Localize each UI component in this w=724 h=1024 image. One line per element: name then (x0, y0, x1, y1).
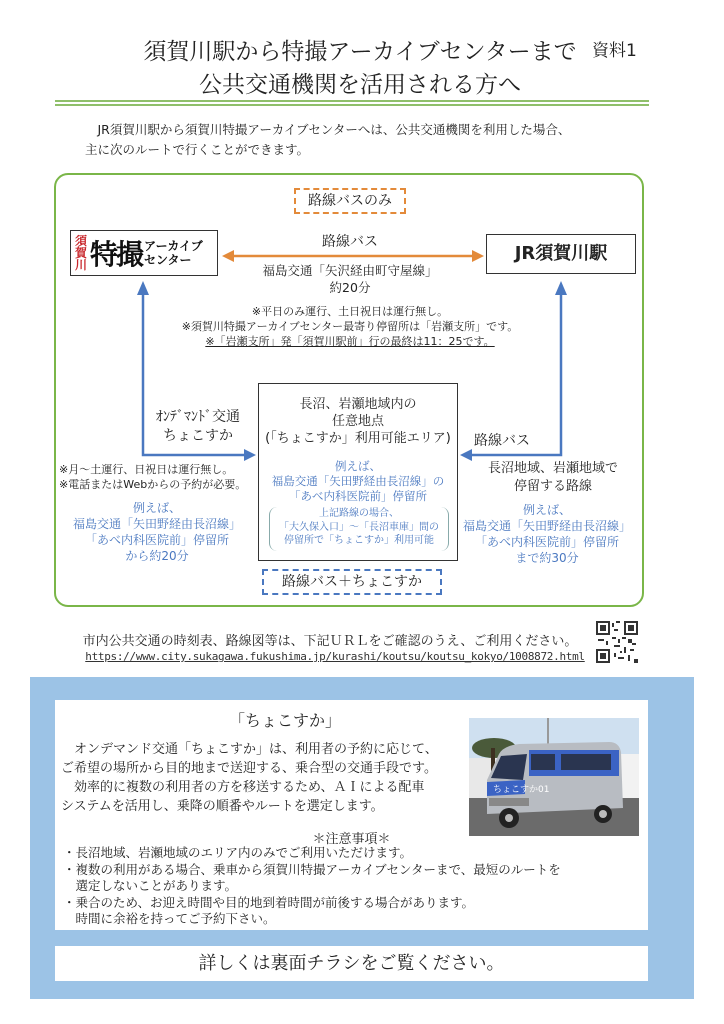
ondemand-example-line-2: 福島交通「矢田野経由長沼線」 (72, 517, 241, 531)
note-1: ※平日のみ運行、土日祝日は運行無し。 (251, 305, 449, 318)
note-2: ※須賀川特撮アーカイブセンター最寄り停留所は「岩瀬支所」です。 (181, 320, 519, 333)
ondemand-example-line-3: 「あべ内科医院前」停留所 (84, 533, 229, 547)
right-example-line-1: 例えば、 (522, 503, 571, 517)
jr-sukagawa-station-box: JR須賀川駅 (486, 234, 636, 274)
svg-text:ちょこすか01: ちょこすか01 (493, 785, 550, 795)
top-route-line-name: 福島交通「矢沢経由町守屋線」 (262, 263, 438, 278)
bus-plus-chokosuka-tag: 路線バス＋ちょこすか (262, 569, 442, 595)
logo-red-text: 須賀川 (74, 234, 87, 272)
title-line-1: 須賀川駅から特撮アーカイブセンターまで (143, 39, 577, 65)
ondemand-example-line-4: から約20分 (125, 549, 189, 563)
ondemand-notes (59, 462, 259, 492)
pickup-title-line-2: 任意地点 (331, 414, 384, 429)
pickup-title-line-3: (「ちょこすか」利用可能エリア) (265, 431, 451, 446)
bus-only-tag: 路線バスのみ (294, 188, 406, 214)
intro-line-1: JR須賀川駅から須賀川特撮アーカイブセンターへは、公共交通機関を利用した場合、 (85, 122, 571, 137)
top-route-label: 路線バス (322, 234, 378, 250)
timetable-url-link[interactable]: https://www.city.sukagawa.fukushima.jp/kurashi/koutsu/koutsu_kokyo/1008872.html (85, 650, 585, 663)
caution-item: 選定しないことがあります。 (63, 878, 238, 893)
right-route-desc (468, 460, 638, 496)
caution-item: 時間に余裕を持ってご予約下さい。 (63, 911, 276, 926)
timetable-notice: 市内公共交通の時刻表、路線図等は、下記ＵＲＬをご確認のうえ、ご利用ください。 (82, 634, 578, 649)
bracket-line-3: 停留所で「ちょこすか」利用可能 (284, 535, 434, 546)
pickup-area-box (258, 383, 458, 561)
pickup-example (259, 459, 457, 504)
chokosuka-description (61, 740, 481, 816)
right-route-example (452, 502, 642, 566)
pickup-area-title (259, 396, 457, 447)
right-example-line-4: まで約30分 (515, 551, 579, 565)
logo-small-line-1: アーカイブ (144, 239, 203, 253)
caution-item: ・複数の利用がある場合、乗車から須賀川特撮アーカイブセンターまで、最短のルートを (63, 861, 561, 877)
chokosuka-info-card (55, 700, 648, 930)
caution-list (63, 845, 643, 928)
chokosuka-bus-photo (469, 718, 639, 836)
right-example-line-3: 「あべ内科医院前」停留所 (474, 535, 619, 549)
desc-line-1: オンデマンド交通「ちょこすか」は、利用者の予約に応じて、 (61, 742, 438, 757)
pickup-title-line-1: 長沼、岩瀬地域内の (299, 397, 417, 412)
ondemand-label-line-1: ｵﾝﾃﾞﾏﾝﾄﾞ交通 (156, 409, 240, 425)
qr-code-icon[interactable] (596, 620, 638, 664)
ondemand-note-2: ※電話またはWebからの予約が必要。 (59, 478, 247, 491)
desc-line-2: ご希望の場所から目的地まで送迎する、乗合型の交通手段です。 (61, 761, 437, 776)
ondemand-example-line-1: 例えば、 (132, 501, 181, 515)
intro-line-2: 主に次のルートで行くことができます。 (85, 142, 310, 157)
desc-line-3: 効率的に複数の利用者の方を移送するため、ＡＩによる配車 (61, 780, 425, 795)
bracket-line-1: 上記路線の場合、 (319, 508, 399, 519)
chokosuka-title: 「ちょこすか」 (228, 711, 341, 730)
right-example-line-2: 福島交通「矢田野経由長沼線」 (462, 519, 631, 533)
caution-heading: ＊注意事項＊ (312, 832, 391, 847)
ondemand-note-1: ※月～土運行、日祝日は運行無し。 (59, 463, 234, 476)
note-3: ※「岩瀬支所」発「須賀川駅前」行の最終は11：25です。 (205, 335, 495, 348)
title-line-2: 公共交通機関を活用される方へ (199, 72, 521, 98)
pickup-example-line-1: 例えば、 (335, 459, 381, 473)
caution-item: ・長沼地域、岩瀬地域のエリア内のみでご利用いただけます。 (63, 845, 413, 860)
pickup-example-line-2: 福島交通「矢田野経由長沼線」の (271, 474, 445, 488)
top-route-duration: 約20分 (329, 280, 371, 295)
right-desc-line-2: 停留する路線 (513, 479, 592, 494)
pickup-example-line-3: 「あべ内科医院前」停留所 (289, 489, 427, 503)
see-back-flyer-banner: 詳しくは裏面チラシをご覧ください。 (55, 946, 648, 981)
ondemand-route-label (148, 408, 248, 446)
caution-item: ・乗合のため、お迎え時間や目的地到着時間が前後する場合があります。 (63, 894, 475, 910)
bracket-line-2: 「大久保入口」～「長沼車庫」間の (279, 521, 439, 533)
pickup-bracket-note (269, 507, 449, 551)
logo-small-line-2: センター (144, 253, 192, 267)
document-label: 資料1 (592, 41, 637, 61)
ondemand-example (62, 500, 252, 564)
logo-big-text: 特撮 (90, 238, 143, 271)
desc-line-4: システムを活用し、乗降の順番やルートを選定します。 (61, 799, 384, 814)
ondemand-label-line-2: ちょこすか (163, 428, 233, 444)
right-route-label: 路線バス (474, 433, 530, 449)
right-desc-line-1: 長沼地域、岩瀬地域で (487, 461, 618, 476)
